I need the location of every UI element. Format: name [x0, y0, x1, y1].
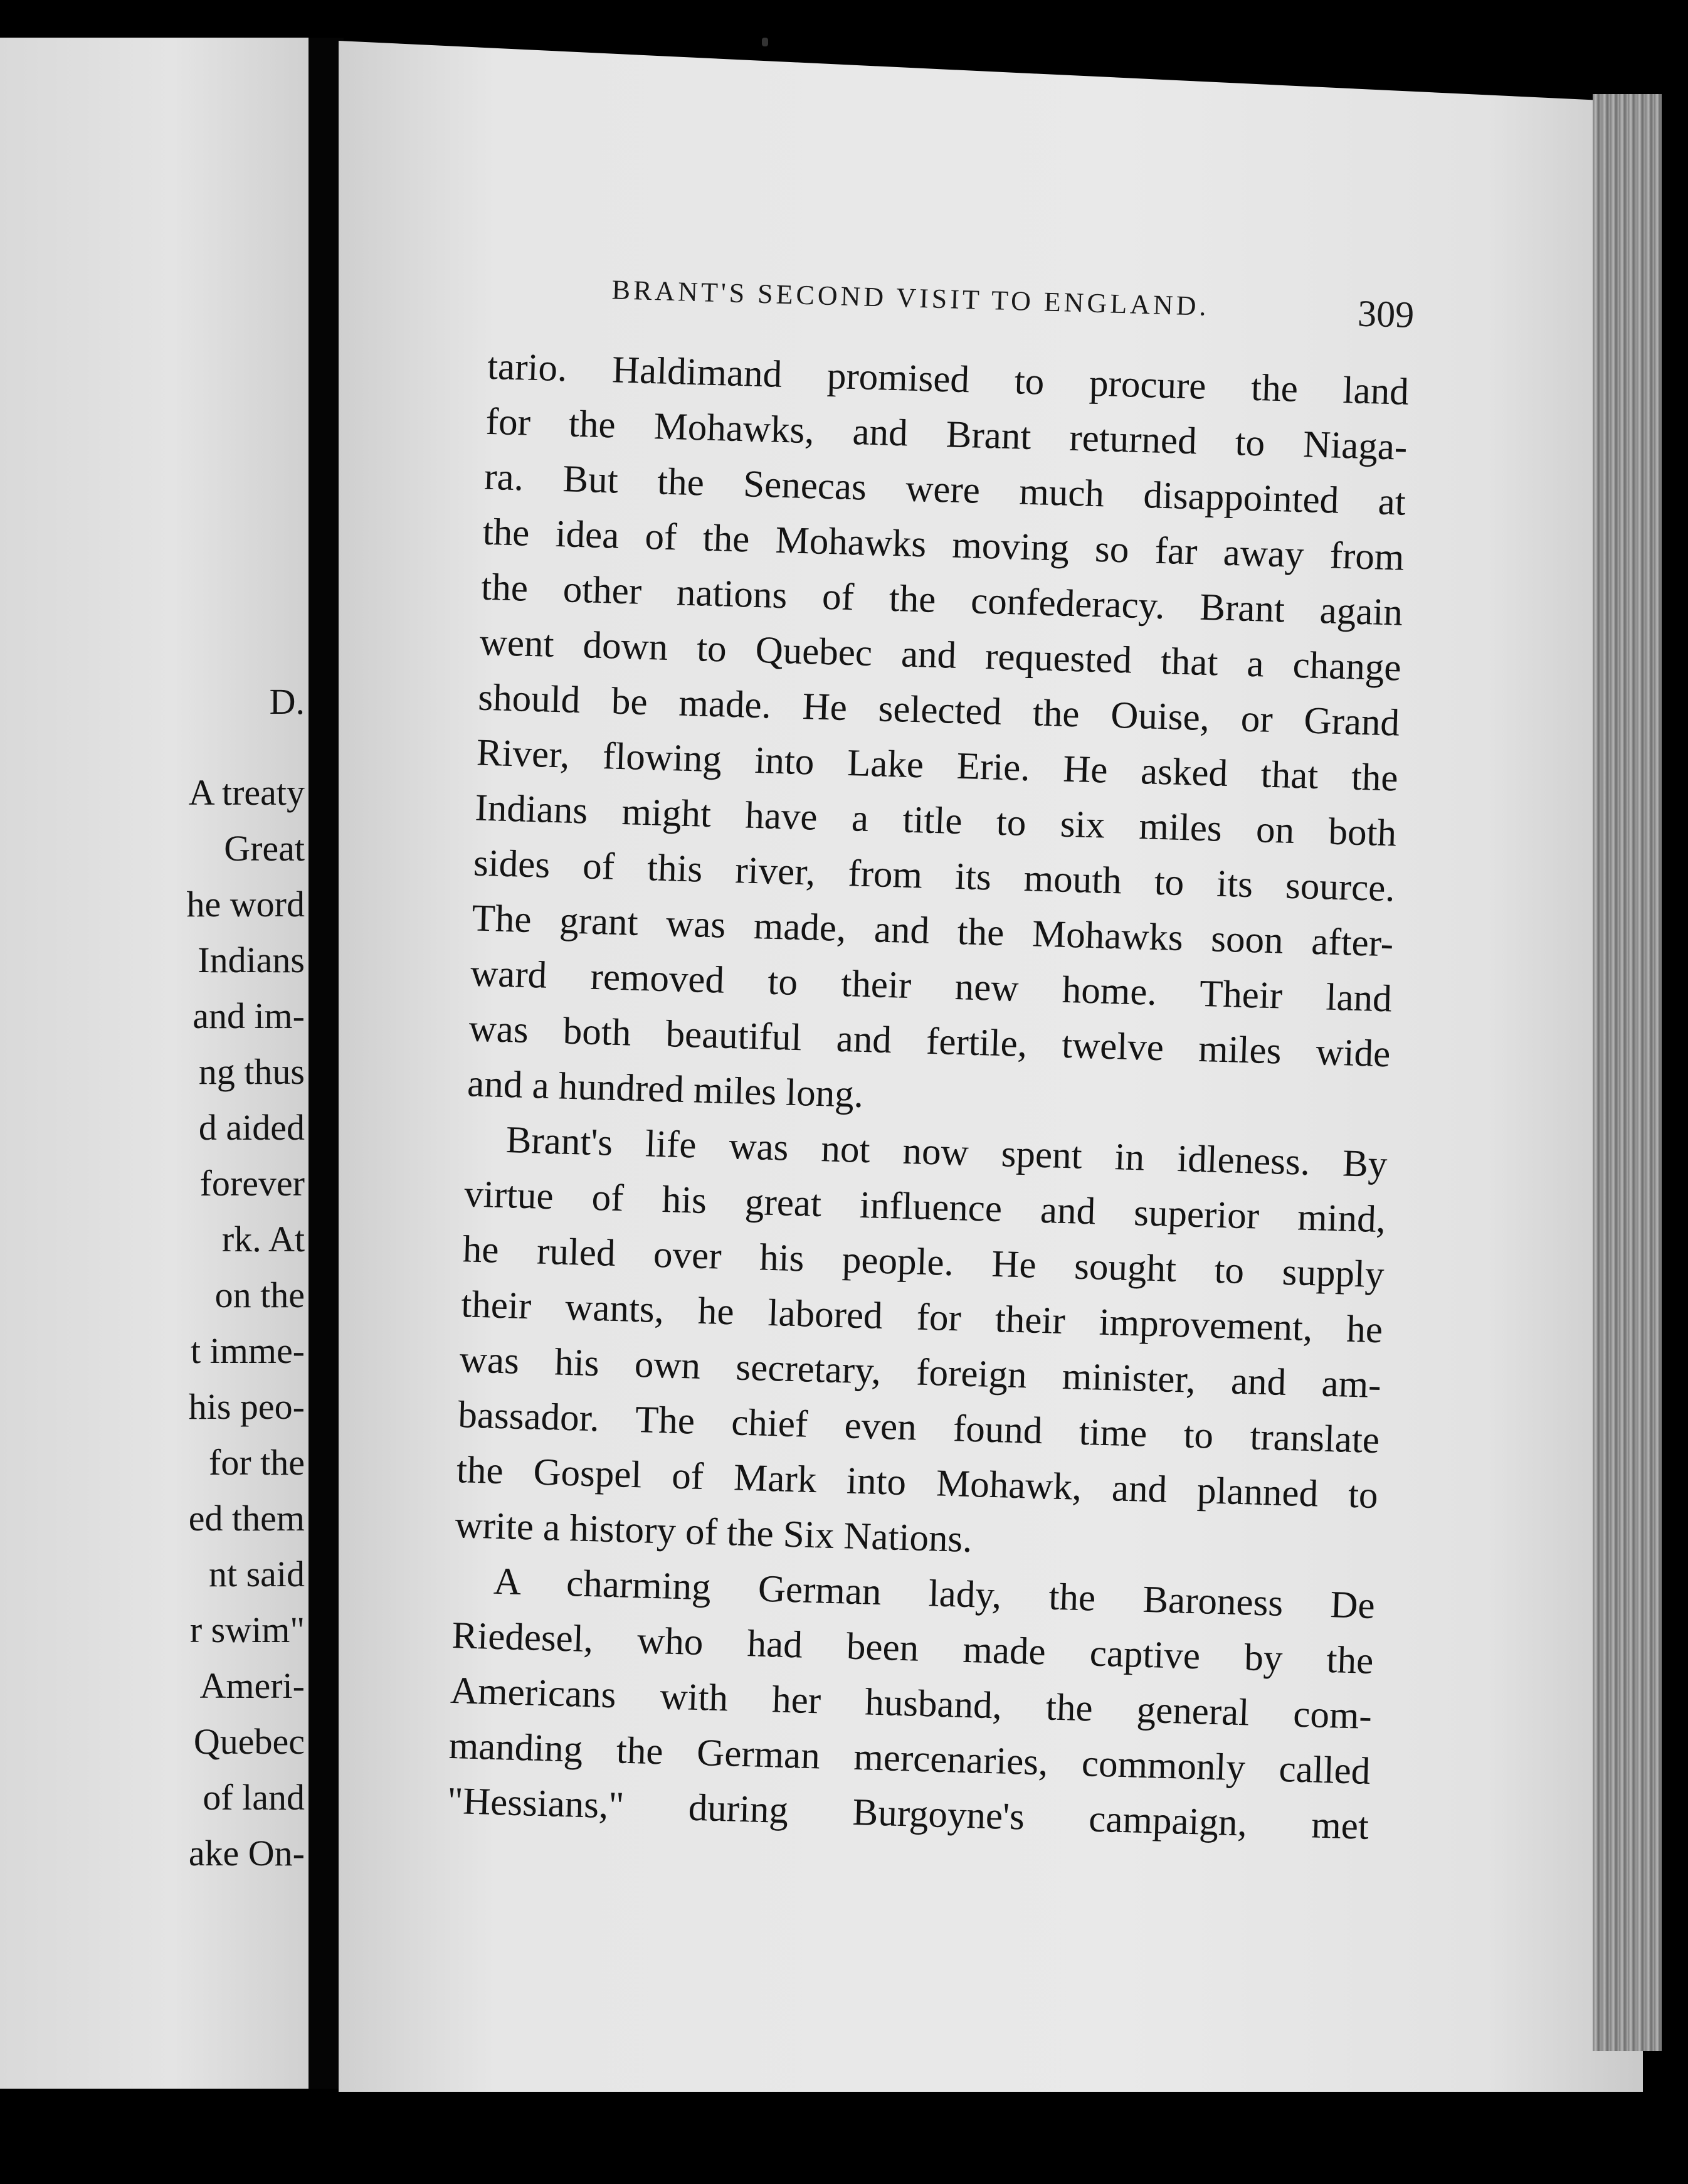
- text-line: Brant's life was not now spent in idleness. By: [505, 1119, 1388, 1186]
- text-line: virtue of his great influence and superior mind,: [463, 1173, 1386, 1241]
- text-line: A charming German lady, the Baroness De: [493, 1560, 1376, 1628]
- left-page-line: Great: [224, 828, 305, 869]
- text-line: ra. But the Senecas were much disappointed at: [483, 455, 1406, 524]
- text-line: should be made. He selected the Ouise, or Grand: [477, 676, 1400, 745]
- text-line: their wants, he labored for their improvement, he: [460, 1283, 1383, 1352]
- text-line: Indians might have a title to six miles on both: [474, 787, 1397, 855]
- left-page-line: for the: [209, 1442, 305, 1483]
- left-page-line: Quebec: [193, 1721, 305, 1762]
- left-page-line: he word: [186, 884, 305, 925]
- text-line: was both beautiful and fertile, twelve miles wide: [468, 1007, 1391, 1076]
- left-page-line: ed them: [188, 1498, 305, 1539]
- text-line: bassador. The chief even found time to translate: [457, 1394, 1380, 1462]
- text-line: was his own secretary, foreign minister, and am-: [459, 1338, 1382, 1407]
- text-line: the Gospel of Mark into Mohawk, and planned to: [456, 1449, 1379, 1517]
- body-text: [446, 339, 1410, 1855]
- text-line: Riedesel, who had been made captive by the: [451, 1614, 1374, 1683]
- text-line: River, flowing into Lake Erie. He asked that the: [476, 731, 1399, 800]
- text-line: and a hundred miles long.: [467, 1063, 864, 1116]
- text-line: write a history of the Six Nations.: [454, 1504, 973, 1561]
- left-page-line: ake On-: [188, 1833, 305, 1874]
- text-line: ward removed to their new home. Their land: [470, 952, 1393, 1020]
- text-line: went down to Quebec and requested that a change: [479, 621, 1402, 689]
- left-page-line: his peo-: [188, 1386, 305, 1427]
- left-page-line: forever: [199, 1163, 305, 1204]
- left-page-line: Indians: [198, 940, 305, 980]
- text-line: for the Mohawks, and Brant returned to Niaga-: [485, 400, 1408, 469]
- text-line: The grant was made, and the Mohawks soon after-: [471, 897, 1395, 965]
- text-line: the other nations of the confederacy. Brant again: [480, 566, 1403, 634]
- left-page-line: t imme-: [190, 1330, 305, 1371]
- running-head: BRANT'S SECOND VISIT TO ENGLAND.: [611, 274, 1210, 322]
- left-page-line: of land: [203, 1777, 305, 1818]
- text-line: the idea of the Mohawks moving so far away from: [482, 511, 1405, 579]
- text-line: "Hessians," during Burgoyne's campaign, met: [446, 1779, 1369, 1848]
- left-page-line: and im-: [193, 995, 305, 1036]
- left-page-line: Ameri-: [199, 1665, 305, 1706]
- left-page-line: D.: [269, 681, 305, 722]
- page-number: 309: [1357, 292, 1415, 336]
- left-page-line: rk. At: [221, 1219, 305, 1259]
- text-line: Americans with her husband, the general com-: [450, 1669, 1373, 1737]
- left-page-line: r swim": [189, 1609, 305, 1650]
- left-page-line: ng thus: [198, 1051, 305, 1092]
- text-line: tario. Haldimand promised to procure the land: [487, 345, 1410, 413]
- left-page-line: d aided: [198, 1107, 305, 1148]
- left-page-line: nt said: [208, 1554, 305, 1594]
- text-line: manding the German mercenaries, commonly called: [448, 1724, 1371, 1793]
- left-page-line: A treaty: [188, 772, 305, 813]
- text-line: sides of this river, from its mouth to its source.: [473, 842, 1396, 910]
- text-line: he ruled over his people. He sought to supply: [462, 1228, 1385, 1296]
- left-page-line: on the: [214, 1275, 305, 1315]
